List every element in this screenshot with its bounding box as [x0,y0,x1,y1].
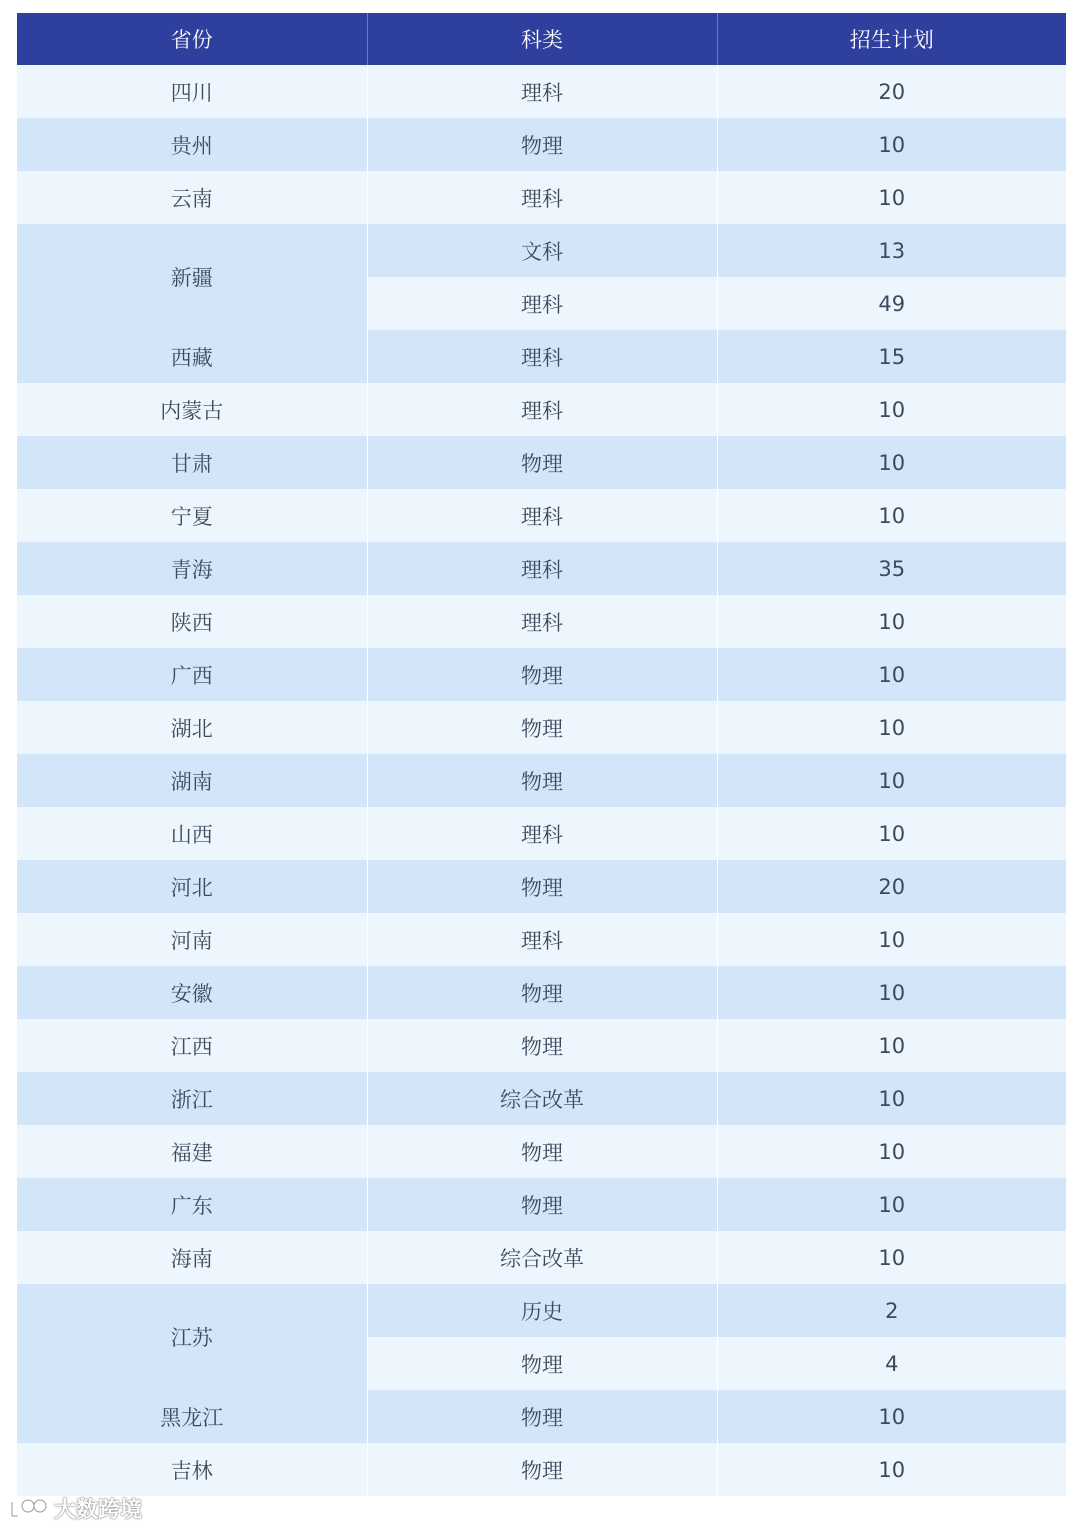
cell-province: 新疆 [17,224,367,330]
cell-category: 综合改革 [367,1072,717,1125]
table-row [17,701,1066,754]
table-row [17,1019,1066,1072]
cell-plan: 20 [717,65,1066,118]
cell-province: 湖北 [17,701,367,754]
cell-category: 物理 [367,1178,717,1231]
cell-plan: 10 [717,595,1066,648]
table-row [17,171,1066,224]
cell-category: 历史 [367,1284,717,1337]
cell-plan: 10 [717,383,1066,436]
table-row [17,648,1066,701]
cell-plan: 2 [717,1284,1066,1337]
cell-category: 理科 [367,277,717,330]
cell-plan: 13 [717,224,1066,277]
cell-category: 物理 [367,860,717,913]
cell-plan: 20 [717,860,1066,913]
cell-category: 理科 [367,807,717,860]
enrollment-table-container [17,13,1066,1496]
cell-plan: 10 [717,1231,1066,1284]
cell-category: 物理 [367,966,717,1019]
table-row [17,754,1066,807]
table-row [17,595,1066,648]
table-row [17,1125,1066,1178]
cell-province: 山西 [17,807,367,860]
cell-plan: 4 [717,1337,1066,1390]
cell-province: 广西 [17,648,367,701]
cell-category: 理科 [367,383,717,436]
table-row [17,1178,1066,1231]
header-category: 科类 [367,13,717,65]
table-row [17,436,1066,489]
cell-plan: 10 [717,1019,1066,1072]
cell-plan: 10 [717,807,1066,860]
table-row [17,913,1066,966]
header-province: 省份 [17,13,367,65]
table-row [17,1284,1066,1337]
cell-plan: 35 [717,542,1066,595]
table-row [17,1443,1066,1496]
table-row [17,542,1066,595]
cell-province: 甘肃 [17,436,367,489]
cell-plan: 10 [717,754,1066,807]
cell-category: 物理 [367,1337,717,1390]
cell-province: 广东 [17,1178,367,1231]
cell-category: 物理 [367,1125,717,1178]
cell-category: 物理 [367,118,717,171]
cell-plan: 10 [717,1178,1066,1231]
table-row [17,489,1066,542]
cell-province: 海南 [17,1231,367,1284]
cell-plan: 10 [717,1072,1066,1125]
cell-plan: 10 [717,1443,1066,1496]
cell-plan: 10 [717,701,1066,754]
table-row [17,330,1066,383]
cell-plan: 10 [717,648,1066,701]
cell-province: 安徽 [17,966,367,1019]
cell-plan: 10 [717,171,1066,224]
table-row [17,383,1066,436]
cell-plan: 10 [717,436,1066,489]
cell-province: 四川 [17,65,367,118]
cell-plan: 49 [717,277,1066,330]
cell-province: 福建 [17,1125,367,1178]
table-row [17,860,1066,913]
enrollment-plan-table [17,13,1066,1496]
table-row [17,807,1066,860]
cell-category: 理科 [367,489,717,542]
cell-province: 青海 [17,542,367,595]
cell-province: 吉林 [17,1443,367,1496]
cell-category: 物理 [367,1019,717,1072]
cell-plan: 10 [717,489,1066,542]
cell-category: 物理 [367,754,717,807]
cell-category: 物理 [367,436,717,489]
cell-category: 综合改革 [367,1231,717,1284]
cell-province: 湖南 [17,754,367,807]
table-row [17,1072,1066,1125]
cell-category: 理科 [367,171,717,224]
table-row [17,118,1066,171]
cell-category: 理科 [367,595,717,648]
cell-category: 物理 [367,1390,717,1443]
cell-category: 物理 [367,1443,717,1496]
cell-province: 河南 [17,913,367,966]
cell-category: 物理 [367,648,717,701]
cell-plan: 10 [717,118,1066,171]
cell-province: 内蒙古 [17,383,367,436]
table-row [17,966,1066,1019]
watermark [8,1493,142,1523]
cell-province: 河北 [17,860,367,913]
cell-plan: 10 [717,966,1066,1019]
cell-category: 理科 [367,65,717,118]
table-row [17,1390,1066,1443]
table-row [17,1231,1066,1284]
cell-province: 江西 [17,1019,367,1072]
cell-category: 文科 [367,224,717,277]
cell-province: 江苏 [17,1284,367,1390]
cell-province: 浙江 [17,1072,367,1125]
cell-category: 物理 [367,701,717,754]
cell-plan: 10 [717,913,1066,966]
watermark-text: 大数跨境 [54,1497,143,1523]
cell-plan: 15 [717,330,1066,383]
header-row [17,13,1066,65]
cell-province: 宁夏 [17,489,367,542]
cell-province: 贵州 [17,118,367,171]
cell-plan: 10 [717,1390,1066,1443]
cell-province: 陕西 [17,595,367,648]
header-plan: 招生计划 [717,13,1066,65]
table-body [17,65,1066,1496]
watermark-logo-icon [8,1496,48,1520]
cell-province: 云南 [17,171,367,224]
cell-category: 理科 [367,913,717,966]
cell-province: 黑龙江 [17,1390,367,1443]
table-header [17,13,1066,65]
table-row [17,224,1066,277]
cell-category: 理科 [367,542,717,595]
table-row [17,65,1066,118]
cell-plan: 10 [717,1125,1066,1178]
cell-category: 理科 [367,330,717,383]
cell-province: 西藏 [17,330,367,383]
